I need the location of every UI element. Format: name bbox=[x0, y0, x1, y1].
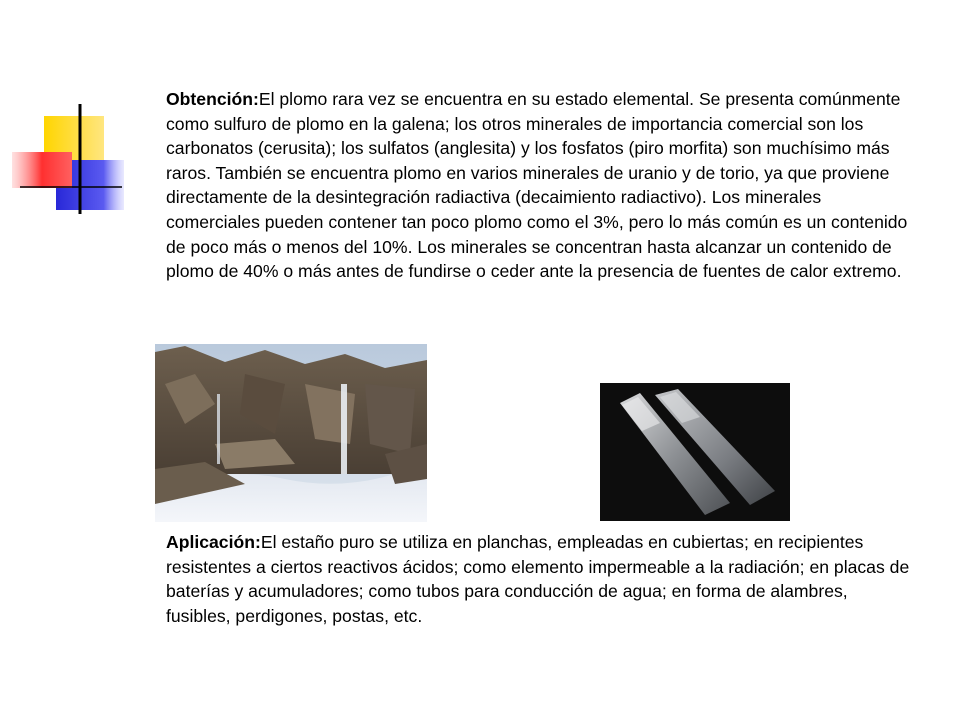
obtencion-paragraph bbox=[166, 87, 912, 284]
lead-bars-image bbox=[600, 383, 790, 521]
decorative-color-blocks bbox=[0, 0, 140, 230]
obtencion-heading: Obtención: bbox=[166, 89, 259, 109]
obtencion-text: El plomo rara vez se encuentra en su estado elemental. Se presenta comúnmente como sulfuro de plomo en la galena; los otros minerales de importancia comercial son los carbonatos (cerusita); los sulfatos (anglesita) y los fosfatos (piro morfita) son muchísimo más raros. También se encuentra plomo en varios minerales de uranio y de torio, ya que proviene directamente de la desintegración radiactiva (decaimiento radiactivo). Los minerales comerciales pueden contener tan poco plomo como el 3%, pero lo más común es un contenido de poco más o menos del 10%. Los minerales se concentran hasta alcanzar un contenido de plomo de 40% o más antes de fundirse o ceder ante la presencia de fuentes de calor extremo. bbox=[166, 89, 908, 282]
lead-bars-photo bbox=[600, 383, 790, 521]
red-block bbox=[12, 152, 72, 188]
aplicacion-text: El estaño puro se utiliza en planchas, empleadas en cubiertas; en recipientes resistentes a ciertos reactivos ácidos; como elemento impermeable a la radiación; en placas de baterías y acumuladores; como tubos para conducción de agua; en forma de alambres, fusibles, perdigones, postas, etc. bbox=[166, 532, 910, 626]
aplicacion-heading: Aplicación: bbox=[166, 532, 261, 552]
rocky-cliff-image bbox=[155, 344, 427, 522]
rocky-cliff-photo bbox=[155, 344, 427, 522]
aplicacion-paragraph bbox=[166, 530, 912, 628]
